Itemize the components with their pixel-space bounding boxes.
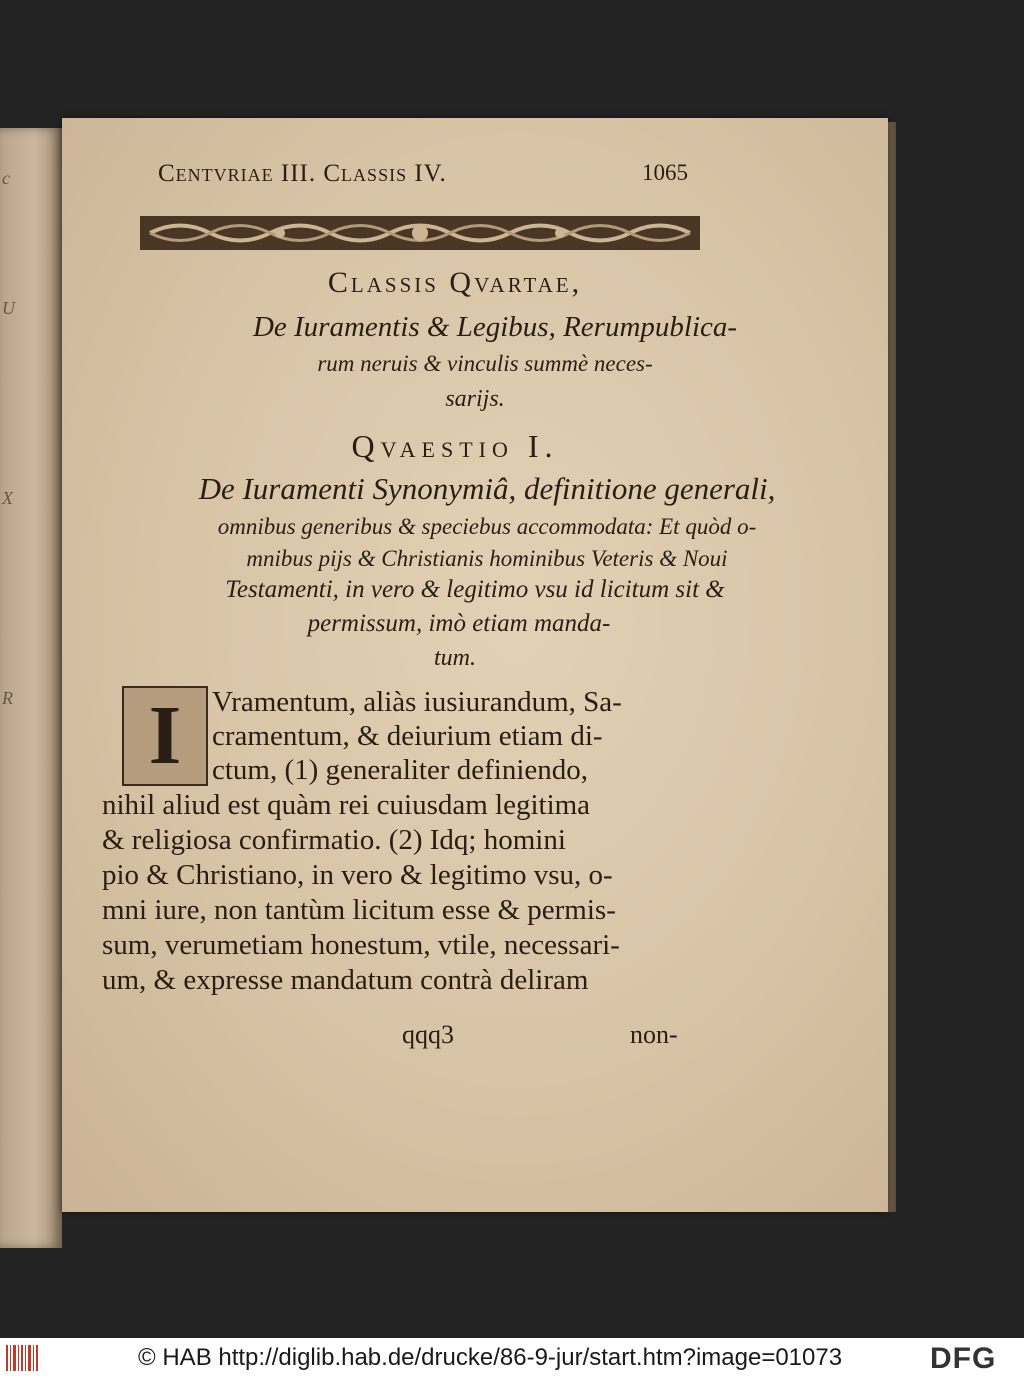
barcode-icon	[6, 1345, 38, 1371]
body-line: nihil aliud est quàm rei cuiusdam legitima	[102, 789, 591, 821]
catchword: non-	[630, 1020, 678, 1049]
body-line: Vramentum, aliàs iusiurandum, Sa-	[212, 686, 622, 718]
question-title: Qvaestio I.	[351, 428, 559, 464]
question-subtitle-line: De Iuramenti Synonymiâ, definitione generali,	[198, 471, 776, 506]
credit-link[interactable]: © HAB http://diglib.hab.de/drucke/86-9-jur/start.htm?image=01073	[138, 1344, 843, 1371]
body-line: sum, verumetiam honestum, vtile, necessari-	[102, 929, 620, 961]
page-number: 1065	[642, 160, 688, 185]
question-subtitle-line: Testamenti, in vero & legitimo vsu id licitum sit &	[225, 576, 725, 603]
previous-page-edge: c U X R	[0, 128, 62, 1248]
ornament-band-icon	[140, 214, 700, 252]
class-subtitle-line: De Iuramentis & Legibus, Rerumpublica-	[252, 311, 738, 343]
book-page	[62, 118, 888, 1212]
question-subtitle-line: permissum, imò etiam manda-	[307, 610, 611, 637]
body-line: pio & Christiano, in vero & legitimo vsu, o-	[102, 859, 613, 891]
drop-cap-letter: I	[148, 689, 182, 782]
running-head: Centvriae III. Classis IV.	[158, 160, 447, 187]
body-line: & religiosa confirmatio. (2) Idq; homini	[102, 824, 566, 856]
body-line: ctum, (1) generaliter definiendo,	[212, 754, 589, 786]
question-subtitle-line: omnibus generibus & speciebus accommodata: Et quòd o-	[217, 514, 757, 539]
body-line: mni iure, non tantùm licitum esse & permis-	[102, 894, 616, 926]
class-subtitle-line: rum neruis & vinculis summè neces-	[317, 351, 653, 376]
question-subtitle-line: mnibus pijs & Christianis hominibus Veteris & Noui	[246, 546, 728, 571]
drop-cap-initial	[122, 686, 208, 786]
signature-mark: qqq3	[402, 1020, 454, 1049]
class-subtitle-line: sarijs.	[445, 386, 505, 412]
class-title: Classis Qvartae,	[327, 266, 583, 299]
dfg-logo: DFG	[930, 1342, 997, 1375]
viewer-credit-bar	[0, 1338, 1024, 1377]
question-subtitle-line: tum.	[434, 645, 476, 671]
body-line: um, & expresse mandatum contrà deliram	[102, 964, 589, 996]
body-line: cramentum, & deiurium etiam di-	[212, 720, 603, 752]
